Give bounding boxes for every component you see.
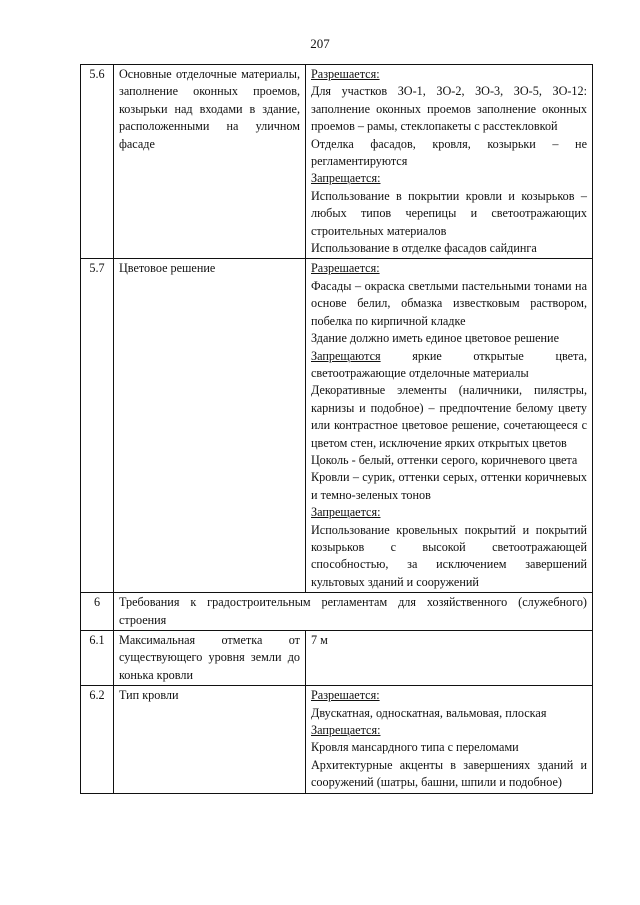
forbidden-item: Использование в покрытии кровли и козырьков – любых типов черепицы и светоотражающих строительных материалов [311, 188, 587, 238]
row-value: 7 м [306, 631, 593, 686]
section-title: Требования к градостроительным регламентам для хозяйственного (служебного) строения [114, 593, 593, 631]
forbidden-item: Кровля мансардного типа с переломами [311, 740, 519, 755]
allowed-label: Разрешается: [311, 261, 380, 276]
row-parameter: Цветовое решение [114, 259, 306, 593]
row-number: 5.7 [81, 259, 114, 593]
allowed-item: Двускатная, односкатная, вальмовая, плоская [311, 705, 547, 720]
allowed-item: Для участков ЗО-1, ЗО-2, ЗО-3, ЗО-5, ЗО-12: заполнение оконных проемов заполнение оконных проемов – рамы, стеклопакеты с расстекловкой [311, 84, 587, 134]
row-parameter: Основные отделочные материалы, заполнение оконных проемов, козырьки над входами в здание, расположенными на уличном фасаде [114, 65, 306, 259]
forbidden-label: Запрещается: [311, 171, 381, 186]
allowed-item: Цоколь - белый, оттенки серого, коричневого цвета [311, 452, 578, 467]
allowed-label: Разрешается: [311, 67, 380, 81]
table-row [81, 65, 593, 259]
section-row [81, 593, 593, 631]
row-value [306, 65, 593, 259]
forbidden-inline-label: Запрещаются [311, 348, 381, 363]
row-number: 6.1 [81, 631, 114, 686]
allowed-item: Кровли – сурик, оттенки серых, оттенки коричневых и темно-зеленых тонов [311, 470, 587, 502]
forbidden-item: Использование кровельных покрытий и покрытий козырьков с высокой светоотражающей способностью, за исключением завершений культовых зданий и сооружений [311, 522, 587, 589]
row-parameter: Максимальная отметка от существующего уровня земли до конька кровли [114, 631, 306, 686]
forbidden-item: Использование в отделке фасадов сайдинга [311, 241, 537, 256]
forbidden-label: Запрещается: [311, 505, 381, 520]
allowed-item: Здание должно иметь единое цветовое решение [311, 331, 559, 346]
forbidden-inline [311, 348, 587, 383]
row-number: 5.6 [81, 65, 114, 259]
forbidden-inline-text: яркие открытые цвета, светоотражающие отделочные материалы [311, 348, 587, 380]
page-number: 207 [310, 36, 330, 51]
regulations-table [80, 64, 593, 794]
row-value [306, 259, 593, 593]
section-number: 6 [81, 593, 114, 631]
allowed-item: Декоративные элементы (наличники, пилястры, карнизы и подобное) – предпочтение белому цвету или контрастное цветовое решение, сочетающееся с цветом стен, исключение ярких открытых цветов [311, 383, 587, 450]
forbidden-label: Запрещается: [311, 723, 381, 738]
allowed-item: Отделка фасадов, кровля, козырьки – не регламентируются [311, 136, 587, 169]
table-row [81, 259, 593, 593]
allowed-item: Фасады – окраска светлыми пастельными тонами на основе белил, обмазка известковым раствором, побелка по кирпичной кладке [311, 278, 587, 328]
row-value [306, 686, 593, 793]
allowed-label: Разрешается: [311, 688, 380, 703]
table-row [81, 686, 593, 793]
forbidden-item: Архитектурные акценты в завершениях зданий и сооружений (шатры, башни, шпили и подобное) [311, 757, 587, 790]
row-number: 6.2 [81, 686, 114, 793]
row-parameter: Тип кровли [114, 686, 306, 793]
table-row [81, 631, 593, 686]
